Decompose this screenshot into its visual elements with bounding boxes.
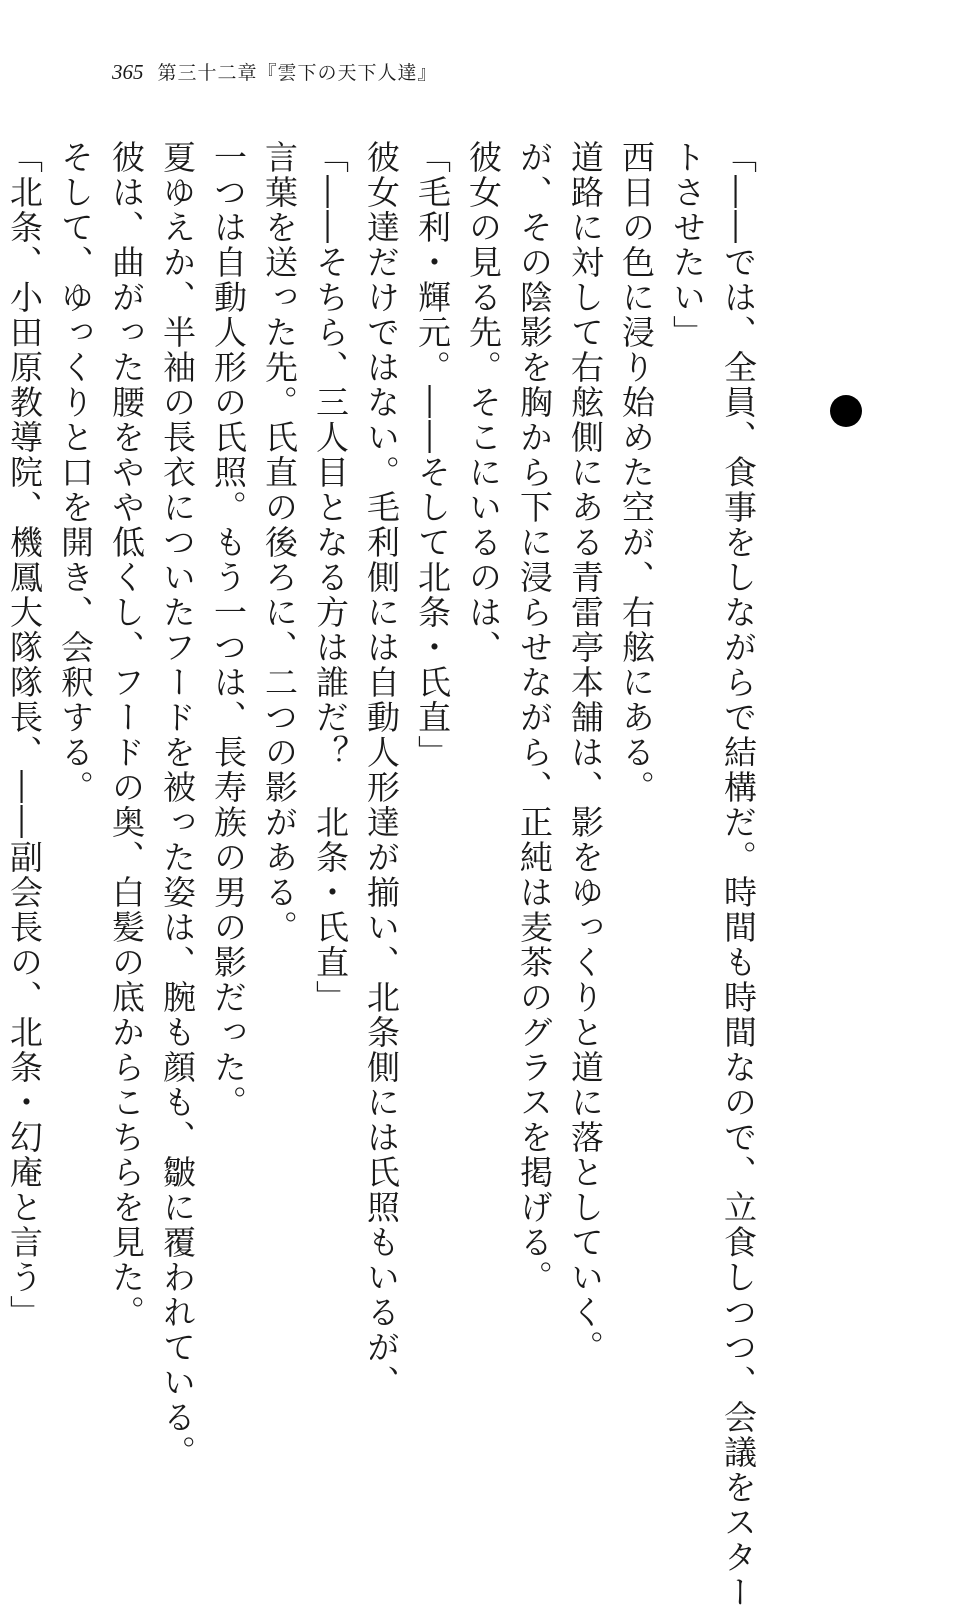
text-line: 一つは自動人形の氏照。もう一つは、長寿族の男の影だった。: [209, 140, 248, 1120]
chapter-title: 第三十二章『雲下の天下人達』: [157, 62, 438, 84]
text-line: 道路に対して右舷側にある青雷亭本舗は、影をゆっくりと道に落としていく。: [566, 140, 605, 1365]
text-line: そして、ゆっくりと口を開き、会釈する。: [56, 140, 95, 805]
text-line: 「北条、小田原教導院、機鳳大隊隊長、――副会長の、北条・幻庵と言う」: [5, 140, 44, 1330]
text-line: 「――そちら、三人目となる方は誰だ？ 北条・氏直」: [311, 140, 350, 1015]
page-number: 365: [112, 60, 144, 84]
text-line: 「――では、全員、食事をしながらで結構だ。時間も時間なので、立食しつつ、会議をスター: [719, 140, 758, 1610]
text-line: が、その陰影を胸から下に浸らせながら、正純は麦茶のグラスを掲げる。: [515, 140, 554, 1295]
page-header: [112, 58, 438, 88]
text-line: 彼女達だけではない。毛利側には自動人形達が揃い、北条側には氏照もいるが、: [362, 140, 401, 1400]
text-line: 「毛利・輝元。――そして北条・氏直」: [413, 140, 452, 770]
vertical-text-body: [0, 140, 764, 1610]
text-line: 彼は、曲がった腰をやや低くし、フードの奥、白髪の底からこちらを見た。: [107, 140, 146, 1330]
text-line: 夏ゆえか、半袖の長衣についたフードを被った姿は、腕も顔も、皺に覆われている。: [158, 140, 197, 1470]
text-line: 言葉を送った先。氏直の後ろに、二つの影がある。: [260, 140, 299, 945]
text-line: 西日の色に浸り始めた空が、右舷にある。: [617, 140, 656, 805]
section-marker-dot: [830, 395, 862, 427]
text-line: トさせたい」: [668, 140, 707, 350]
text-line: 彼女の見る先。そこにいるのは、: [464, 140, 503, 665]
